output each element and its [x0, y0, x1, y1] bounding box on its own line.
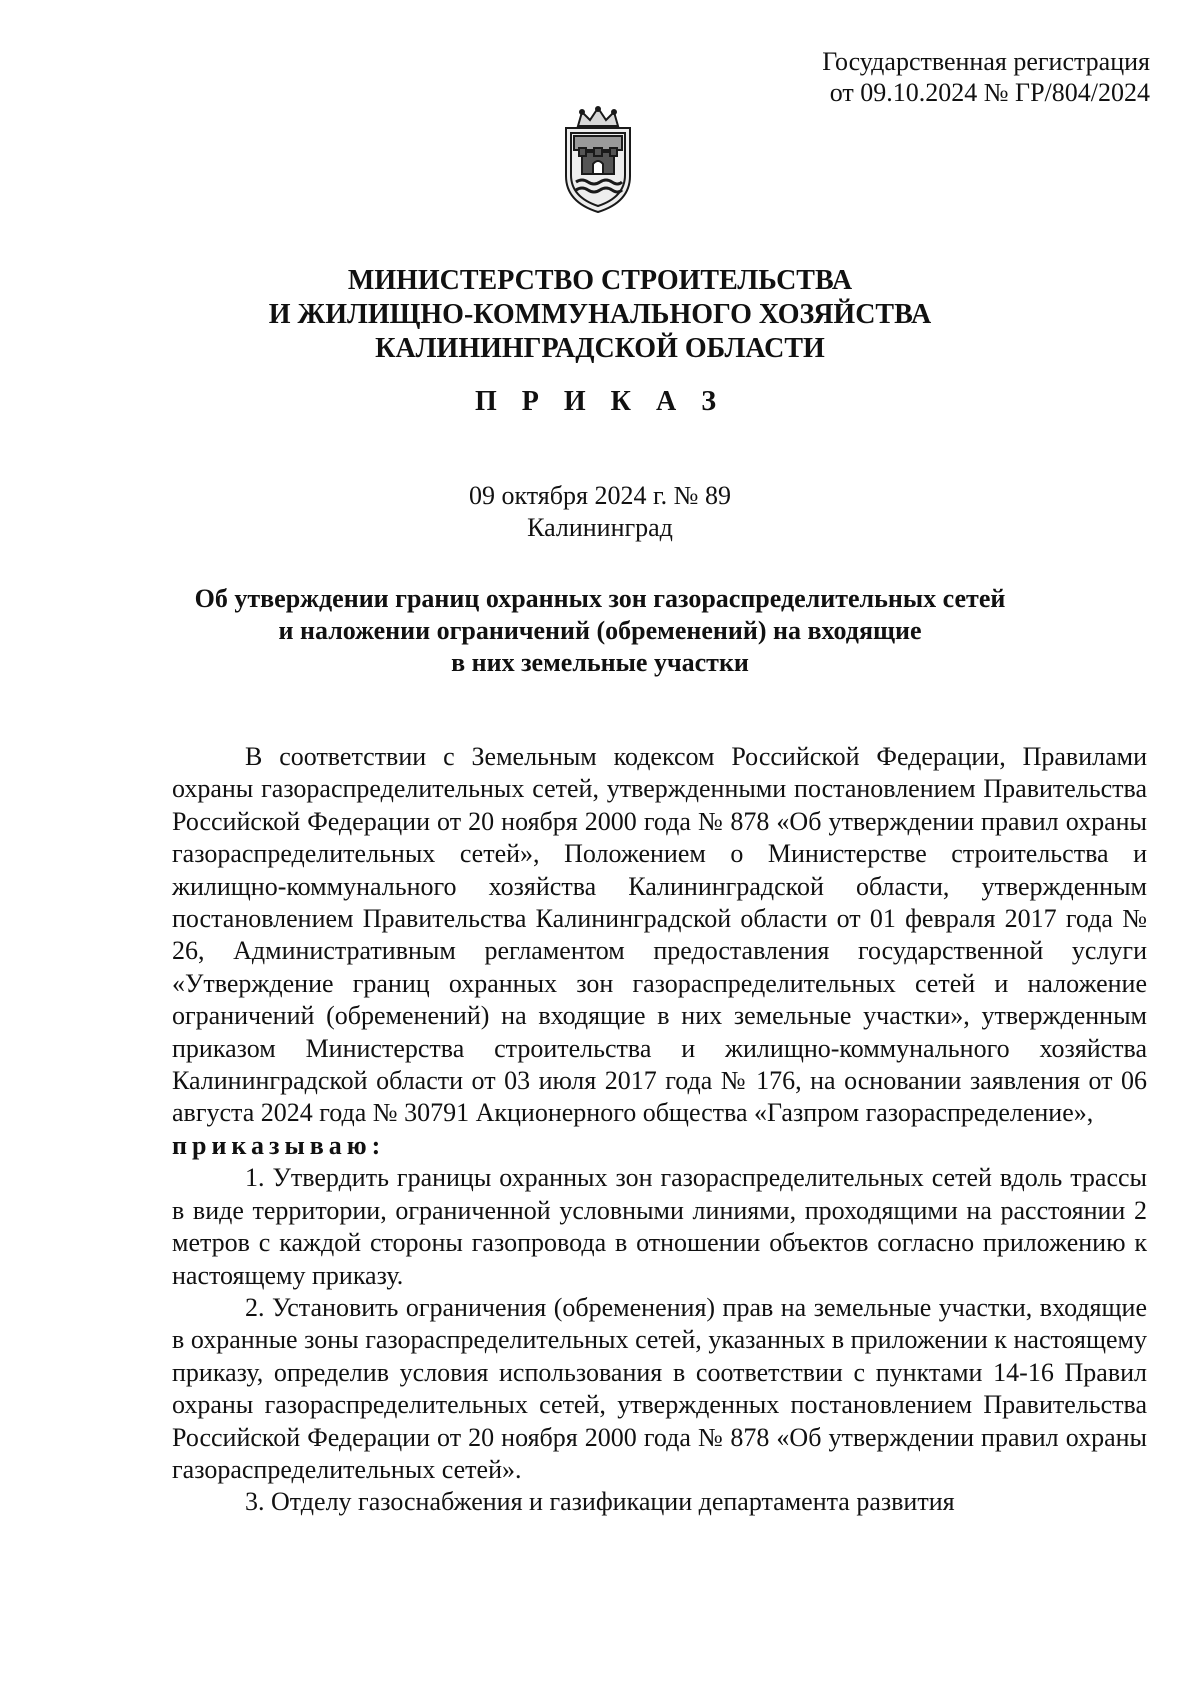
registration-line-2: от 09.10.2024 № ГР/804/2024	[829, 78, 1150, 107]
command-word: приказываю:	[172, 1130, 386, 1160]
subject-line-3: в них земельные участки	[451, 648, 749, 677]
subject-line-2: и наложении ограничений (обременений) на входящие	[278, 616, 922, 645]
date-block	[0, 480, 1200, 544]
document-subject	[0, 583, 1200, 679]
order-item-3: 3. Отделу газоснабжения и газификации департамента развития	[245, 1487, 955, 1517]
coat-of-arms-icon	[552, 106, 644, 214]
registration-line-1: Государственная регистрация	[822, 47, 1150, 76]
order-item-1: 1. Утвердить границы охранных зон газораспределительных сетей вдоль трассы в виде территории, ограниченной условными линиями, проходящими на расстоянии 2 метров с каждой стороны газопровода в отношении объектов согласно приложению к настоящему приказу.	[172, 1163, 1147, 1290]
ministry-name	[0, 264, 1200, 366]
subject-line-1: Об утверждении границ охранных зон газораспределительных сетей	[194, 584, 1006, 613]
order-item-2: 2. Установить ограничения (обременения) прав на земельные участки, входящие в охранные зоны газораспределительных сетей, указанных в приложении к настоящему приказу, определив условия использования в соответствии с пунктами 14-16 Правил охраны газораспределительных сетей, утвержденных постановлением Правительства Российской Федерации от 20 ноября 2000 года № 878 «Об утверждении правил охраны газораспределительных сетей».	[172, 1292, 1147, 1484]
preamble-paragraph: В соответствии с Земельным кодексом Российской Федерации, Правилами охраны газораспределительных сетей, утвержденными постановлением Правительства Российской Федерации от 20 ноября 2000 года № 878 «Об утверждении правил охраны газораспределительных сетей», Положением о Министерстве строительства и жилищно-коммунального хозяйства Калининградской области, утвержденным постановлением Правительства Калининградской области от 01 февраля 2017 года № 26, Административным регламентом предоставления государственной услуги «Утверждение границ охранных зон газораспределительных сетей и наложение ограничений (обременений) на входящие в них земельные участки», утвержденным приказом Министерства строительства и жилищно-коммунального хозяйства Калининградской области от 03 июля 2017 года № 176, на основании заявления от 06 августа 2024 года № 30791 Акционерного общества «Газпром газораспределение»,	[172, 742, 1147, 1128]
document-type: П Р И К А З	[475, 386, 725, 417]
document-body	[172, 741, 1147, 1519]
date-number: 09 октября 2024 г. № 89	[469, 481, 731, 510]
ministry-line-3: КАЛИНИНГРАДСКОЙ ОБЛАСТИ	[375, 333, 825, 364]
city: Калининград	[527, 513, 673, 542]
registration-stamp	[822, 46, 1150, 108]
ministry-line-1: МИНИСТЕРСТВО СТРОИТЕЛЬСТВА	[347, 265, 853, 296]
ministry-line-2: И ЖИЛИЩНО-КОММУНАЛЬНОГО ХОЗЯЙСТВА	[268, 299, 932, 330]
